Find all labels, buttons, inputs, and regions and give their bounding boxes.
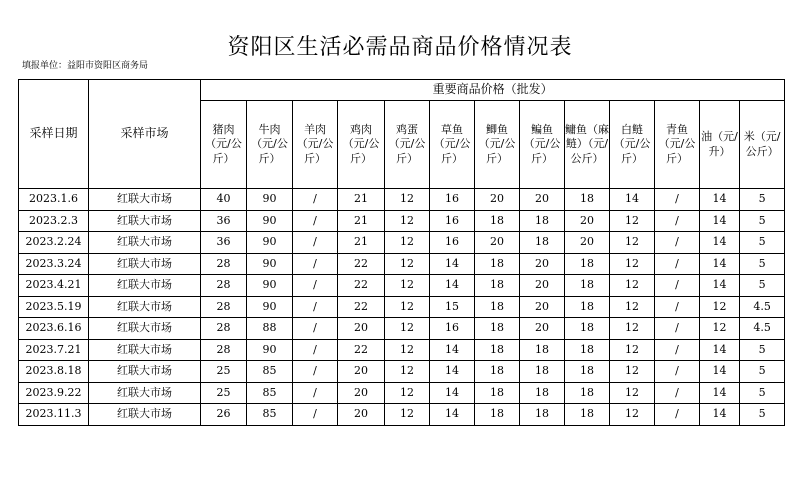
cell-price: 90: [247, 275, 293, 297]
cell-market: 红联大市场: [89, 361, 201, 383]
cell-price: 14: [430, 361, 475, 383]
cell-price: 18: [520, 382, 565, 404]
cell-market: 红联大市场: [89, 404, 201, 426]
cell-price: /: [655, 404, 700, 426]
cell-price: 16: [430, 210, 475, 232]
cell-price: 18: [520, 210, 565, 232]
cell-market: 红联大市场: [89, 339, 201, 361]
cell-price: 12: [385, 232, 430, 254]
cell-price: 14: [700, 253, 740, 275]
cell-price: 28: [201, 275, 247, 297]
cell-price: 90: [247, 253, 293, 275]
table-row: [19, 382, 785, 404]
column-header: 油（元/升）: [700, 101, 740, 189]
cell-price: 18: [475, 318, 520, 340]
cell-price: 14: [700, 404, 740, 426]
cell-price: 20: [475, 189, 520, 211]
cell-price: 20: [520, 318, 565, 340]
cell-price: 18: [520, 404, 565, 426]
table-row: [19, 404, 785, 426]
cell-price: 20: [520, 189, 565, 211]
table-row: [19, 210, 785, 232]
cell-price: 14: [700, 339, 740, 361]
cell-price: 12: [610, 382, 655, 404]
cell-date: 2023.2.3: [19, 210, 89, 232]
cell-price: 12: [610, 232, 655, 254]
cell-date: 2023.4.21: [19, 275, 89, 297]
column-header: 猪肉（元/公斤）: [201, 101, 247, 189]
cell-price: 36: [201, 210, 247, 232]
cell-price: 5: [740, 275, 785, 297]
cell-price: 14: [430, 275, 475, 297]
cell-price: 14: [430, 382, 475, 404]
column-header: 白鲢（元/公斤）: [610, 101, 655, 189]
cell-price: 28: [201, 253, 247, 275]
cell-price: 18: [475, 210, 520, 232]
cell-price: /: [655, 275, 700, 297]
table-row: [19, 232, 785, 254]
cell-price: 18: [475, 404, 520, 426]
cell-price: /: [293, 275, 338, 297]
cell-price: 18: [565, 189, 610, 211]
cell-price: 12: [700, 318, 740, 340]
cell-price: 16: [430, 232, 475, 254]
cell-price: /: [655, 296, 700, 318]
cell-price: 14: [700, 189, 740, 211]
cell-price: 20: [338, 404, 385, 426]
cell-price: 18: [565, 361, 610, 383]
column-header: 牛肉（元/公斤）: [247, 101, 293, 189]
cell-price: 20: [338, 361, 385, 383]
cell-price: 85: [247, 361, 293, 383]
cell-price: 12: [385, 361, 430, 383]
cell-price: 12: [385, 404, 430, 426]
cell-price: 20: [338, 382, 385, 404]
reporting-unit: 填报单位：益阳市资阳区商务局: [22, 61, 149, 71]
cell-price: 18: [565, 339, 610, 361]
cell-price: 90: [247, 296, 293, 318]
cell-price: 18: [475, 253, 520, 275]
cell-price: 12: [610, 296, 655, 318]
cell-price: 90: [247, 339, 293, 361]
cell-price: 5: [740, 210, 785, 232]
cell-price: 18: [565, 318, 610, 340]
cell-price: 12: [700, 296, 740, 318]
cell-price: 20: [565, 232, 610, 254]
cell-price: 22: [338, 275, 385, 297]
cell-price: 20: [520, 253, 565, 275]
cell-price: /: [293, 296, 338, 318]
cell-price: 21: [338, 210, 385, 232]
cell-price: 28: [201, 296, 247, 318]
cell-price: 12: [610, 339, 655, 361]
cell-price: 12: [610, 318, 655, 340]
cell-market: 红联大市场: [89, 232, 201, 254]
cell-price: /: [293, 318, 338, 340]
cell-price: 22: [338, 339, 385, 361]
cell-date: 2023.6.16: [19, 318, 89, 340]
cell-price: 12: [385, 339, 430, 361]
cell-price: 22: [338, 296, 385, 318]
cell-price: 12: [610, 210, 655, 232]
cell-price: /: [655, 339, 700, 361]
cell-date: 2023.1.6: [19, 189, 89, 211]
cell-price: 12: [610, 275, 655, 297]
cell-price: 20: [520, 275, 565, 297]
cell-date: 2023.2.24: [19, 232, 89, 254]
cell-price: 5: [740, 189, 785, 211]
cell-price: 5: [740, 404, 785, 426]
header-date: 采样日期: [19, 80, 89, 189]
cell-market: 红联大市场: [89, 382, 201, 404]
table-row: [19, 275, 785, 297]
column-header: 鳙鱼（麻鲢）（元/公斤）: [565, 101, 610, 189]
cell-price: 5: [740, 232, 785, 254]
cell-price: 16: [430, 318, 475, 340]
cell-price: 12: [610, 253, 655, 275]
cell-price: 5: [740, 339, 785, 361]
cell-price: 12: [385, 253, 430, 275]
cell-price: /: [293, 404, 338, 426]
cell-price: /: [293, 339, 338, 361]
table-row: [19, 318, 785, 340]
cell-price: 14: [430, 339, 475, 361]
cell-price: 85: [247, 404, 293, 426]
cell-price: 12: [385, 210, 430, 232]
cell-price: 20: [520, 296, 565, 318]
cell-market: 红联大市场: [89, 318, 201, 340]
cell-market: 红联大市场: [89, 189, 201, 211]
cell-price: 85: [247, 382, 293, 404]
column-header: 鲫鱼（元/公斤）: [475, 101, 520, 189]
cell-price: 18: [475, 296, 520, 318]
cell-price: 22: [338, 253, 385, 275]
cell-price: 18: [565, 382, 610, 404]
cell-price: 4.5: [740, 318, 785, 340]
column-header: 鸡蛋（元/公斤）: [385, 101, 430, 189]
cell-price: /: [655, 232, 700, 254]
cell-price: 90: [247, 210, 293, 232]
cell-price: 25: [201, 382, 247, 404]
cell-market: 红联大市场: [89, 275, 201, 297]
cell-date: 2023.11.3: [19, 404, 89, 426]
cell-price: /: [293, 361, 338, 383]
cell-price: 12: [385, 382, 430, 404]
cell-price: 18: [520, 339, 565, 361]
cell-price: /: [293, 382, 338, 404]
cell-price: 5: [740, 382, 785, 404]
cell-date: 2023.5.19: [19, 296, 89, 318]
cell-price: 18: [520, 361, 565, 383]
cell-price: 20: [475, 232, 520, 254]
cell-price: 18: [475, 275, 520, 297]
column-header: 草鱼（元/公斤）: [430, 101, 475, 189]
cell-price: 20: [338, 318, 385, 340]
cell-price: 28: [201, 318, 247, 340]
page-title: 资阳区生活必需品商品价格情况表: [227, 35, 573, 60]
cell-price: 18: [565, 404, 610, 426]
table-row: [19, 339, 785, 361]
cell-price: 12: [610, 404, 655, 426]
cell-price: /: [655, 318, 700, 340]
cell-price: 14: [700, 275, 740, 297]
table-row: [19, 253, 785, 275]
cell-price: 18: [565, 275, 610, 297]
cell-price: 20: [565, 210, 610, 232]
cell-price: 18: [565, 296, 610, 318]
cell-price: 36: [201, 232, 247, 254]
cell-date: 2023.3.24: [19, 253, 89, 275]
cell-price: /: [293, 210, 338, 232]
cell-price: 25: [201, 361, 247, 383]
table-row: [19, 296, 785, 318]
cell-price: 18: [475, 339, 520, 361]
column-header: 青鱼（元/公斤）: [655, 101, 700, 189]
cell-price: /: [655, 210, 700, 232]
cell-price: 90: [247, 232, 293, 254]
cell-market: 红联大市场: [89, 210, 201, 232]
cell-date: 2023.9.22: [19, 382, 89, 404]
price-table: [18, 79, 785, 426]
cell-price: 18: [565, 253, 610, 275]
cell-price: 15: [430, 296, 475, 318]
cell-price: 14: [430, 253, 475, 275]
cell-price: 12: [385, 275, 430, 297]
cell-price: 12: [610, 361, 655, 383]
cell-price: 18: [475, 382, 520, 404]
cell-price: /: [293, 189, 338, 211]
cell-date: 2023.7.21: [19, 339, 89, 361]
table-row: [19, 361, 785, 383]
cell-price: 26: [201, 404, 247, 426]
cell-price: 5: [740, 361, 785, 383]
cell-price: 16: [430, 189, 475, 211]
cell-price: /: [293, 253, 338, 275]
cell-date: 2023.8.18: [19, 361, 89, 383]
cell-price: 18: [475, 361, 520, 383]
column-header: 鳊鱼（元/公斤）: [520, 101, 565, 189]
cell-price: /: [655, 382, 700, 404]
cell-price: 14: [700, 382, 740, 404]
cell-price: 14: [700, 361, 740, 383]
cell-price: 12: [385, 318, 430, 340]
column-header: 鸡肉（元/公斤）: [338, 101, 385, 189]
cell-price: 14: [430, 404, 475, 426]
header-market: 采样市场: [89, 80, 201, 189]
cell-price: 4.5: [740, 296, 785, 318]
cell-market: 红联大市场: [89, 296, 201, 318]
cell-price: 40: [201, 189, 247, 211]
cell-price: /: [655, 189, 700, 211]
cell-price: 28: [201, 339, 247, 361]
cell-price: 5: [740, 253, 785, 275]
cell-price: 18: [520, 232, 565, 254]
cell-price: 88: [247, 318, 293, 340]
cell-price: 14: [610, 189, 655, 211]
column-header: 米（元/公斤）: [740, 101, 785, 189]
cell-price: /: [293, 232, 338, 254]
cell-price: 21: [338, 232, 385, 254]
cell-price: 90: [247, 189, 293, 211]
table-row: [19, 189, 785, 211]
column-header: 羊肉（元/公斤）: [293, 101, 338, 189]
cell-price: 14: [700, 210, 740, 232]
cell-price: 12: [385, 296, 430, 318]
cell-price: /: [655, 361, 700, 383]
cell-price: /: [655, 253, 700, 275]
cell-price: 12: [385, 189, 430, 211]
cell-price: 14: [700, 232, 740, 254]
header-group: 重要商品价格（批发）: [201, 80, 785, 101]
cell-price: 21: [338, 189, 385, 211]
cell-market: 红联大市场: [89, 253, 201, 275]
